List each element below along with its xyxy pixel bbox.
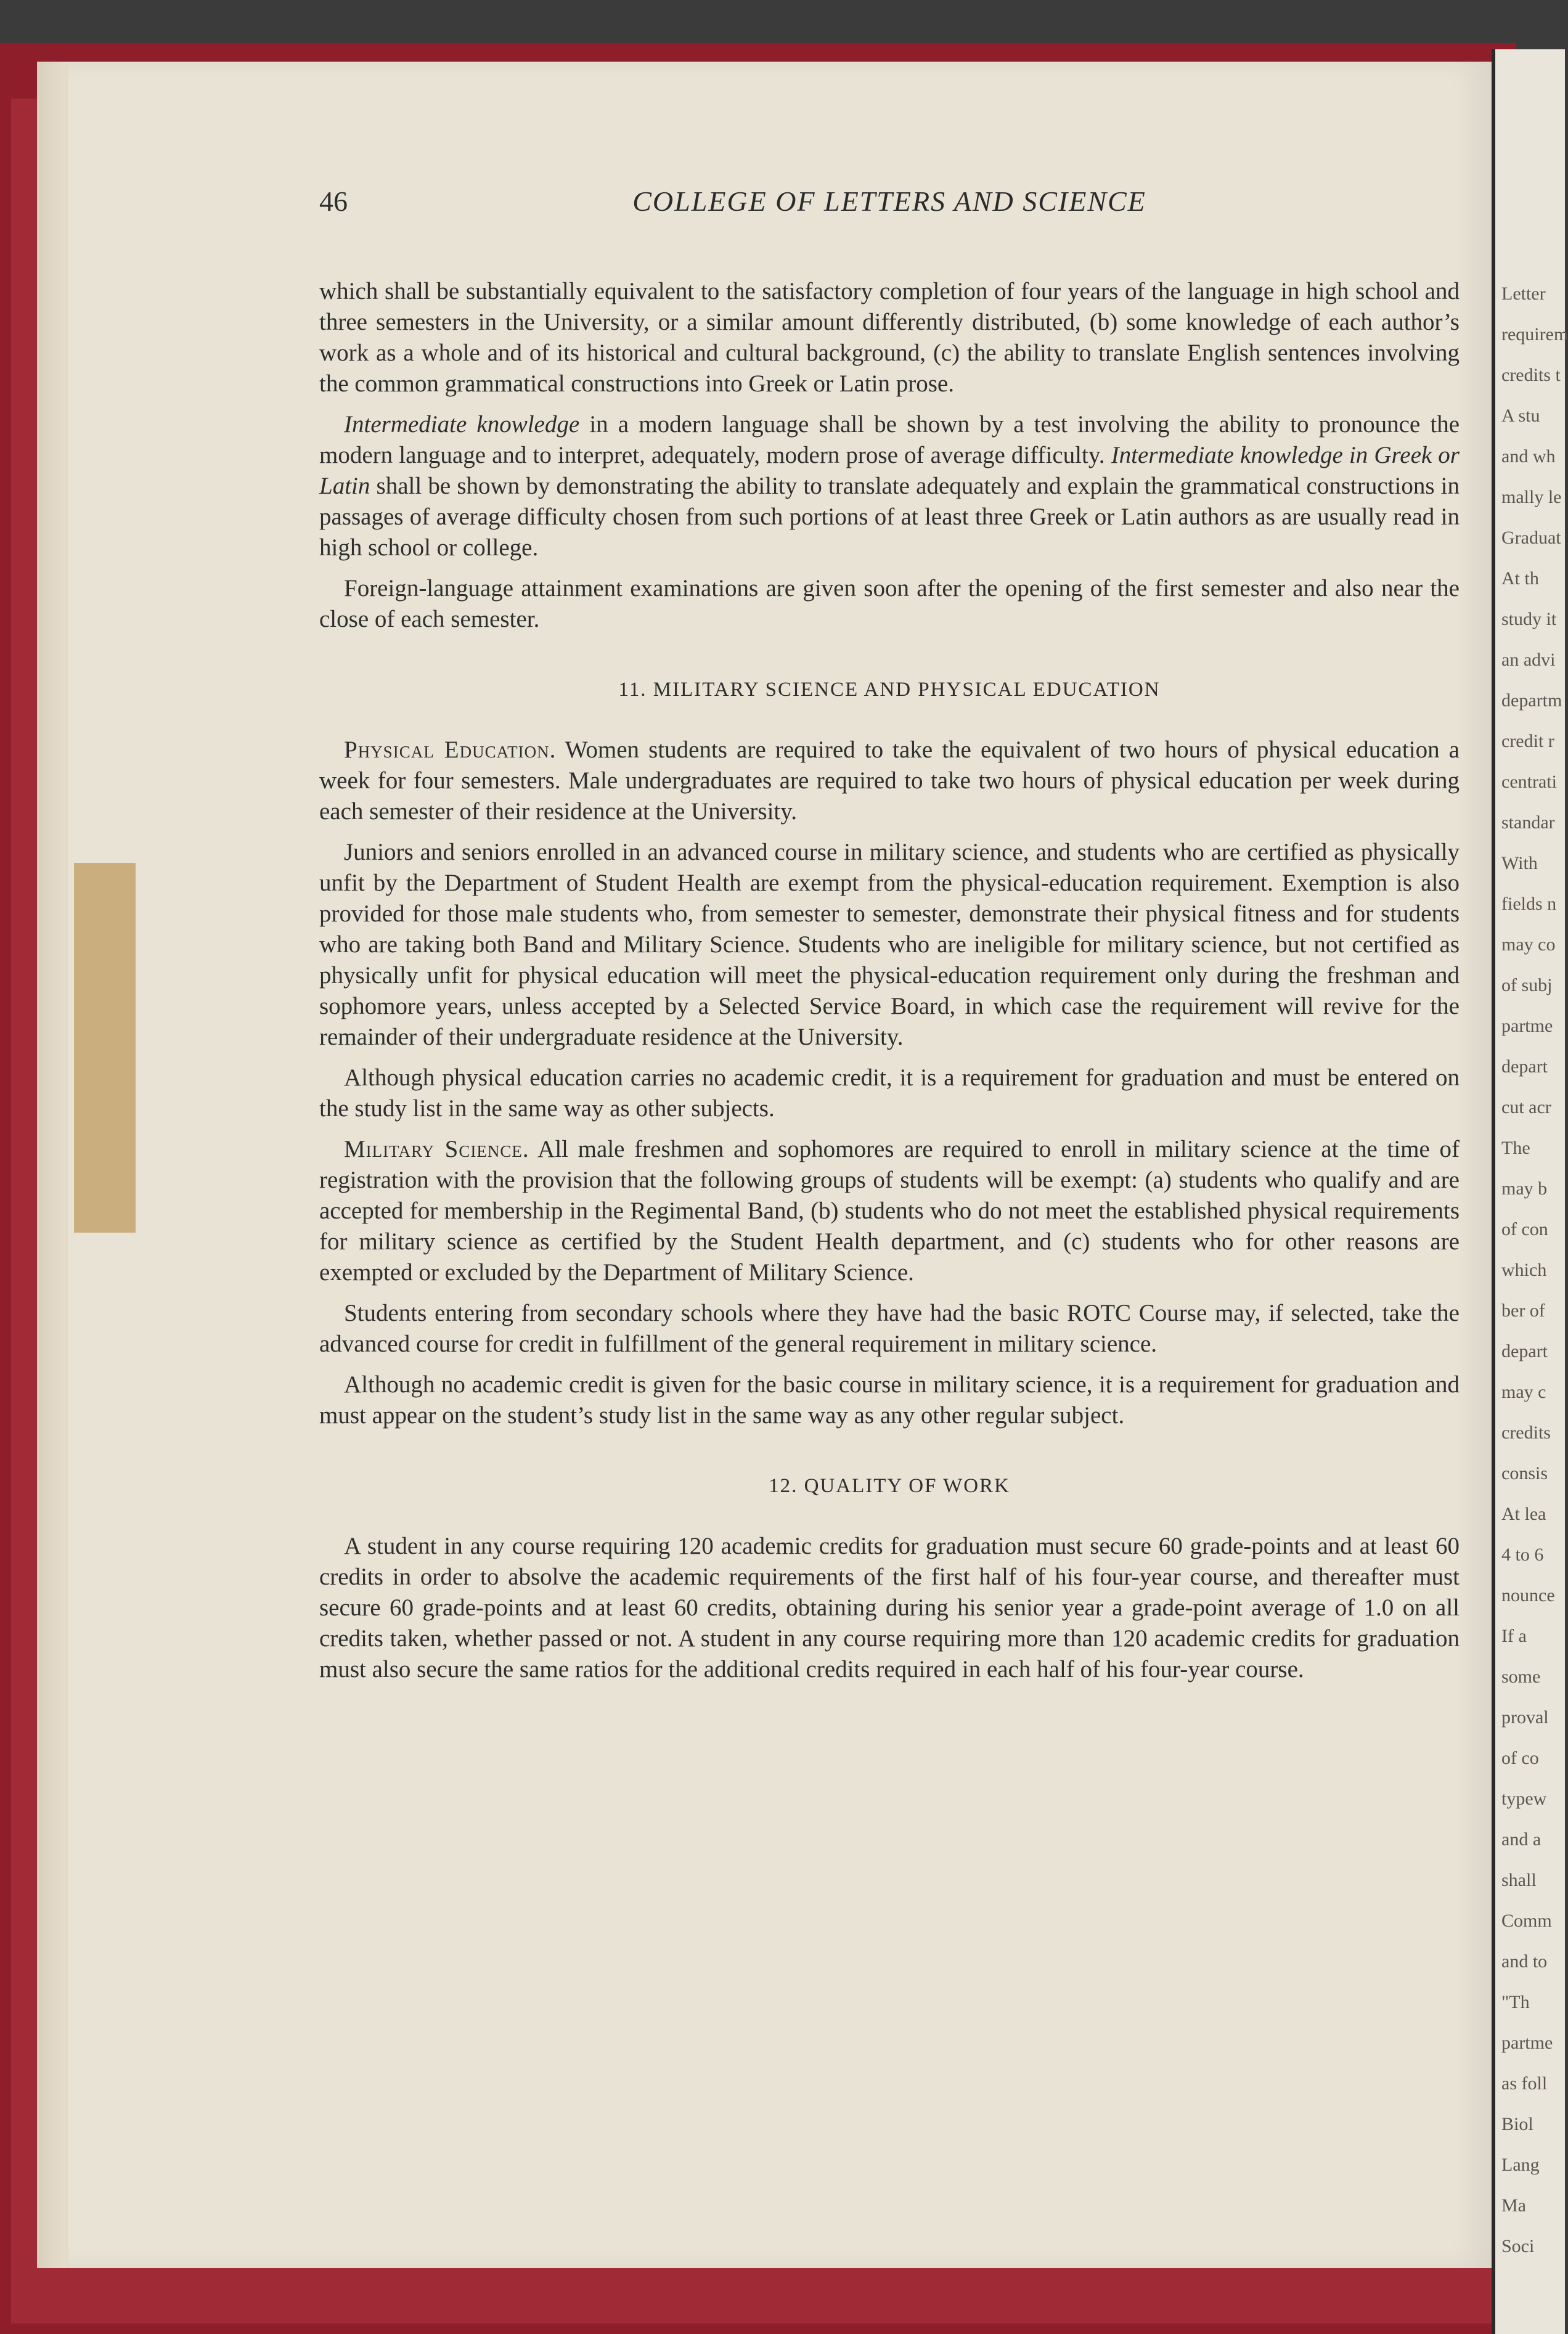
facing-page-fragment: and a <box>1501 1829 1541 1850</box>
paragraph-quality-of-work: A student in any course requiring 120 academic credits for graduation must secure 60 grade-points and at least 60 credits in order to absolve the academic requirements of the first half of his four-year course, and thereafter must secure 60 grade-points and at least 60 credits, obtaining during his senior year a grade-point average of 1.0 on all credits taken, whether passed or not. A student in any course requiring more than 120 academic credits for graduation must also secure the same ratios for the additional credits required in each half of his four-year course. <box>319 1533 1460 1683</box>
facing-page-fragment: Biol <box>1501 2114 1533 2134</box>
facing-page-fragment: proval <box>1501 1707 1549 1728</box>
facing-page-fragment: and wh <box>1501 446 1556 467</box>
facing-page-fragment: The <box>1501 1138 1530 1158</box>
scan-background <box>0 0 1561 49</box>
facing-page-fragment: Graduat <box>1501 528 1561 548</box>
facing-page-fragment: some <box>1501 1667 1541 1687</box>
facing-page-fragment: partme <box>1501 2033 1553 2053</box>
facing-page-fragment: study it <box>1501 609 1557 629</box>
facing-page-fragment: cut acr <box>1501 1097 1551 1117</box>
facing-page-fragment: A stu <box>1501 406 1540 426</box>
facing-page-fragment: 4 to 6 <box>1501 1544 1544 1565</box>
section-12-title: 12. QUALITY OF WORK <box>769 1475 1010 1497</box>
intermediate-lead: Intermediate knowledge <box>344 411 580 438</box>
facing-page-fragment: Letter <box>1501 284 1546 304</box>
facing-page-fragment: Ma <box>1501 2195 1526 2216</box>
facing-page-fragment: may b <box>1501 1178 1548 1199</box>
section-11-title: 11. MILITARY SCIENCE AND PHYSICAL EDUCATION <box>618 679 1161 701</box>
facing-page-fragment: consis <box>1501 1463 1548 1483</box>
facing-page-fragment: "Th <box>1501 1992 1530 2012</box>
intermediate-text-2: shall be shown by demonstrating the ability to translate adequately and explain the grammatical constructions in passages of average difficulty chosen from such portions of at least three Greek or Latin authors as are usually read in high school or college. <box>319 473 1460 561</box>
facing-page-fragment: as foll <box>1501 2073 1548 2094</box>
facing-page-fragment: requirem <box>1501 324 1568 345</box>
paragraph-basic-course: Although no academic credit is given for the basic course in military science, it is a requirement for graduation and must appear on the student’s study list in the same way as any other regular subject. <box>319 1371 1460 1429</box>
paragraph-rotc: Students entering from secondary schools where they have had the basic ROTC Course may, if selected, take the advanced course for credit in fulfillment of the general requirement in military science. <box>319 1300 1460 1357</box>
facing-page-fragment: If a <box>1501 1626 1527 1646</box>
facing-page-fragment: At lea <box>1501 1504 1546 1524</box>
tape-strip <box>74 863 136 1233</box>
facing-page-fragment: credits <box>1501 1422 1551 1443</box>
facing-page-fragment: At th <box>1501 568 1539 589</box>
facing-page-fragment: of subj <box>1501 975 1553 995</box>
facing-page-fragment: Soci <box>1501 2236 1535 2256</box>
ms-text: All male freshmen and sophomores are required to enroll in military science at the time of registration with the provision that the following groups of students will be exempt: (a) students who qualify and are accepted for membership in the Regimental Band, (b) students who do not meet the established physical requirements for military science as certified by the Student Health department, and (c) students who for other reasons are exempted or excluded by the Department of Military Science. <box>319 1136 1460 1286</box>
intermediate-lead-greek-latin: Intermediate knowledge in Greek or Latin <box>319 442 1460 499</box>
facing-page-fragment: depart <box>1501 1056 1548 1077</box>
pe-lead: Physical Education. <box>344 737 557 763</box>
facing-page-fragment: nounce <box>1501 1585 1555 1606</box>
facing-page-fragment: fields n <box>1501 894 1557 914</box>
paragraph-no-credit: Although physical education carries no academic credit, it is a requirement for graduation and must be entered on the study list in the same way as other subjects. <box>319 1064 1460 1122</box>
paragraph-language-requirement: which shall be substantially equivalent to the satisfactory completion of four years of the language in high school and three semesters in the University, or a similar amount differently distributed, (b) some knowledge of each author’s work as a whole and of its historical and cultural background, (c) the ability to translate English sentences involving the common grammatical constructions into Greek or Latin prose. <box>319 278 1460 397</box>
facing-page-fragment: credits t <box>1501 365 1561 385</box>
facing-page-fragment: of co <box>1501 1748 1539 1768</box>
facing-page-fragment: ber of <box>1501 1300 1545 1321</box>
facing-page-fragment: depart <box>1501 1341 1548 1361</box>
facing-page-fragment: may c <box>1501 1382 1546 1402</box>
facing-page-fragment: may co <box>1501 934 1556 955</box>
paragraph-physical-education <box>319 735 1460 827</box>
paragraph-exemptions: Juniors and seniors enrolled in an advanced course in military science, and students who are certified as physically unfit by the Department of Student Health are exempt from the physical-education requirement. Exemption is also provided for those male students who, from semester to semester, demonstrate their physical fitness and for students who are taking both Band and Military Science. Students who are ineligible for military science, but not certified as physically unfit for physical education will meet the physical-education requirement only during the freshman and sophomore years, unless accepted by a Selected Service Board, in which case the requirement will revive for the remainder of their undergraduate residence at the University. <box>319 839 1460 1050</box>
ms-lead: Military Science. <box>344 1136 529 1162</box>
facing-page-fragment: typew <box>1501 1789 1547 1809</box>
facing-page-fragment: mally le <box>1501 487 1562 507</box>
facing-page-fragment: partme <box>1501 1016 1553 1036</box>
paragraph-military-science <box>319 1134 1460 1288</box>
facing-page-fragment: Lang <box>1501 2155 1540 2175</box>
facing-page-fragment: shall <box>1501 1870 1537 1890</box>
paragraph-foreign-exams: Foreign-language attainment examinations are given soon after the opening of the first semester and also near the close of each semester. <box>319 575 1460 632</box>
paragraph-intermediate-knowledge <box>319 409 1460 563</box>
intermediate-text-1: in a modern language shall be shown by a test involving the ability to pronounce the modern language and to interpret, adequately, modern prose of average difficulty. <box>319 411 1460 468</box>
facing-page-fragment: With <box>1501 853 1538 873</box>
facing-page-fragment: of con <box>1501 1219 1548 1239</box>
running-title: COLLEGE OF LETTERS AND SCIENCE <box>632 186 1146 217</box>
facing-page-fragment: centrati <box>1501 772 1557 792</box>
facing-page-fragment: credit r <box>1501 731 1554 751</box>
pe-text: Women students are required to take the equivalent of two hours of physical education a week for four semesters. Male undergraduates are required to take two hours of physical education per week during each semester of their residence at the University. <box>319 737 1460 825</box>
facing-page-fragment: departm <box>1501 690 1562 711</box>
facing-page-fragment: which <box>1501 1260 1547 1280</box>
facing-page-fragment: and to <box>1501 1951 1548 1972</box>
page-body <box>319 276 1460 1695</box>
facing-page-fragment: an advi <box>1501 650 1556 670</box>
page-number: 46 <box>319 186 348 217</box>
facing-page-fragment: standar <box>1501 812 1555 833</box>
facing-page <box>1492 49 1568 2334</box>
facing-page-fragment: Comm <box>1501 1911 1552 1931</box>
